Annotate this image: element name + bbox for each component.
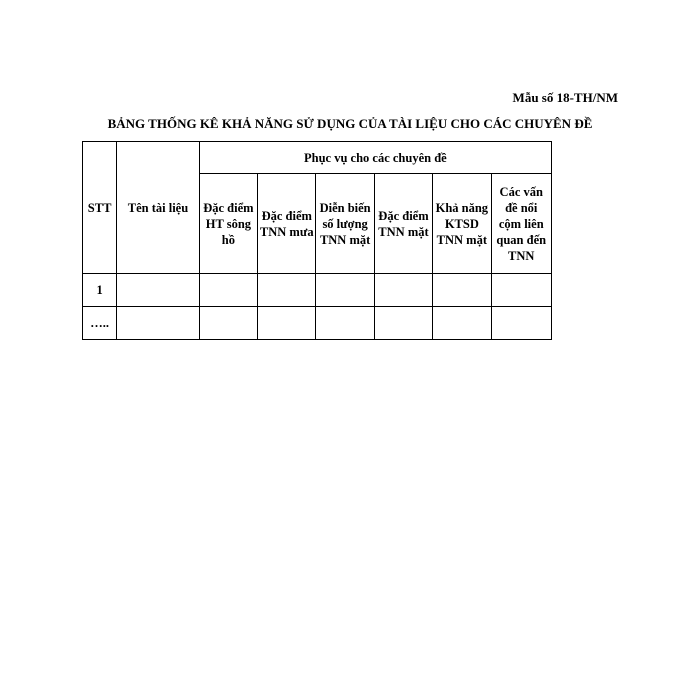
row-cell[interactable] [316,274,374,307]
row-cell[interactable] [433,274,491,307]
topic-header-rain-water: Đặc điểm TNN mưa [258,174,316,274]
document-title: BẢNG THỐNG KÊ KHẢ NĂNG SỬ DỤNG CỦA TÀI LIỆU CHO CÁC CHUYÊN ĐỀ [107,116,593,131]
topics-group-header: Phục vụ cho các chuyên đề [199,142,551,174]
topic-header-surface-quantity: Diễn biến số lượng TNN mặt [316,174,374,274]
row-cell[interactable] [199,274,257,307]
row-cell[interactable] [258,274,316,307]
table-row [83,307,552,340]
row-cell[interactable] [258,307,316,340]
topic-header-surface-water: Đặc điểm TNN mặt [374,174,432,274]
form-number: Mẫu số 18-TH/NM [512,90,618,105]
row-cell[interactable] [374,307,432,340]
table-row [83,274,552,307]
row-stt: 1 [83,274,117,307]
row-cell[interactable] [199,307,257,340]
row-cell[interactable] [374,274,432,307]
document-name-header: Tên tài liệu [117,142,200,274]
statistics-table [82,141,552,340]
row-document-name[interactable] [117,307,200,340]
row-cell[interactable] [491,307,551,340]
header-row [83,142,552,174]
topic-header-exploitation: Khả năng KTSD TNN mặt [433,174,491,274]
topic-header-issues: Các vấn đề nổi cộm liên quan đến TNN [491,174,551,274]
topic-header-river-lake: Đặc điểm HT sông hồ [199,174,257,274]
row-cell[interactable] [491,274,551,307]
stt-header: STT [83,142,117,274]
row-cell[interactable] [316,307,374,340]
row-document-name[interactable] [117,274,200,307]
row-cell[interactable] [433,307,491,340]
row-stt: ….. [83,307,117,340]
